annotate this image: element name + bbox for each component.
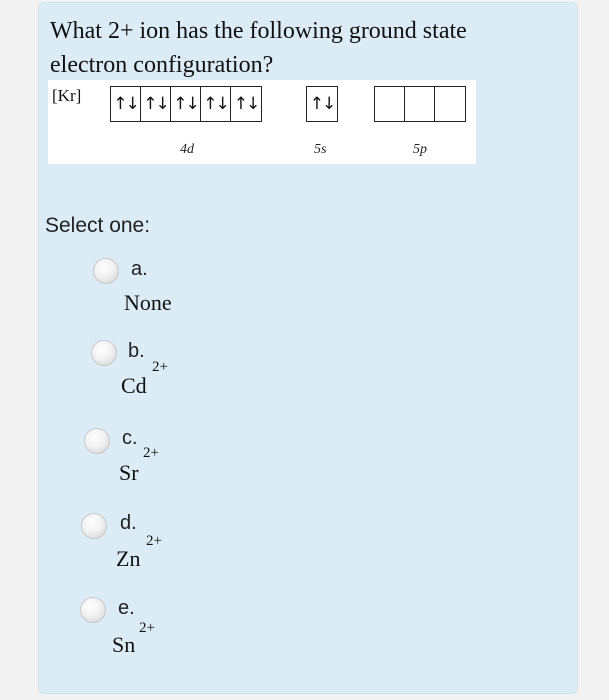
option-answer[interactable]: Cd [121,373,147,398]
orbital-box [375,87,405,121]
orbital-5s-label: 5s [314,142,327,157]
orbital-4d-boxes [110,86,262,122]
orbital-box [435,87,465,121]
orbital-box: ↑↓ [309,94,335,114]
option-charge: 2+ [143,445,159,461]
option-charge: 2+ [139,620,155,636]
core-label: [Kr] [52,86,82,105]
option-answer[interactable]: Sr [119,460,139,485]
option-letter: c. [122,427,138,449]
option-answer[interactable]: None [124,290,172,315]
option-letter: e. [118,597,135,619]
orbital-box: ↑↓ [111,87,141,121]
option-answer[interactable]: Zn [116,546,141,571]
option-charge: 2+ [152,359,168,375]
radio-button-e[interactable] [80,597,106,623]
radio-button-b[interactable] [91,340,117,366]
electron-configuration-diagram [48,80,476,164]
orbital-box: ↑↓ [201,87,231,121]
option-charge: 2+ [146,533,162,549]
option-letter: d. [120,512,137,534]
orbital-box [405,87,435,121]
select-one-label: Select one: [45,214,151,237]
orbital-4d-label: 4d [180,142,194,157]
orbital-5p-boxes [374,86,466,122]
radio-button-d[interactable] [81,513,107,539]
option-letter: a. [131,258,148,280]
orbital-5s-boxes [306,86,338,122]
option-answer[interactable]: Sn [112,632,136,657]
orbital-box: ↑↓ [171,87,201,121]
radio-button-a[interactable] [93,258,119,284]
orbital-box: ↑↓ [141,87,171,121]
radio-button-c[interactable] [84,428,110,454]
option-letter: b. [128,340,145,362]
orbital-box: ↑↓ [233,94,259,114]
orbital-5p-label: 5p [413,142,427,157]
question-text: What 2+ ion has the following ground state electron configuration? [50,18,467,78]
